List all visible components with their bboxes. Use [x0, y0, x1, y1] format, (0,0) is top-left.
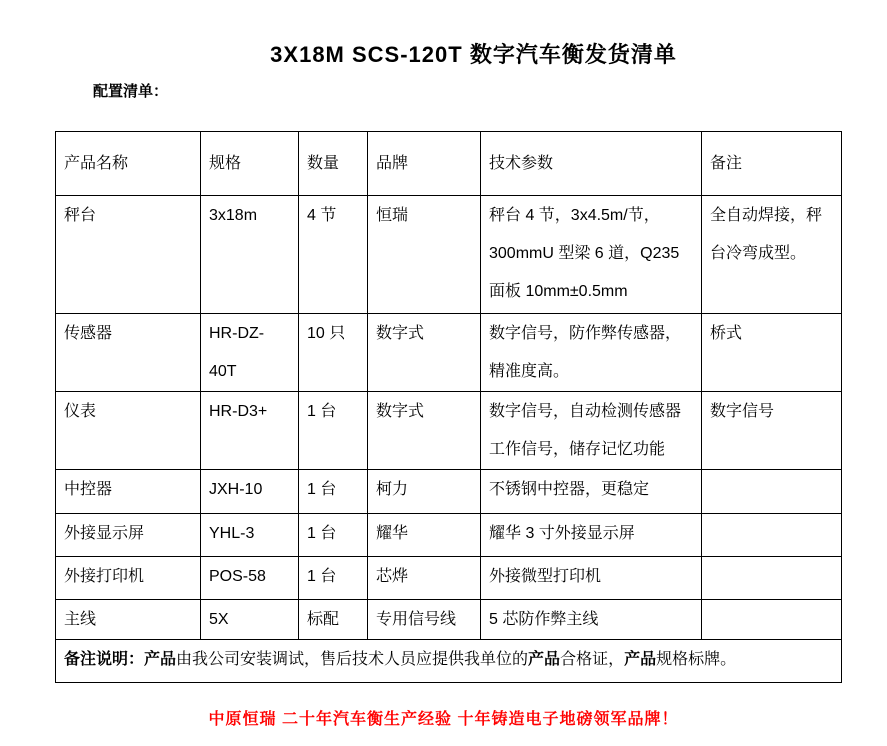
cell-brand: 数字式 [368, 314, 481, 392]
table-row [56, 392, 842, 470]
cell-tech-params: 5 芯防作弊主线 [481, 600, 702, 640]
header-tech-params: 技术参数 [481, 132, 702, 196]
cell-remark [702, 600, 842, 640]
cell-remark: 全自动焊接，秤台冷弯成型。 [702, 196, 842, 314]
cell-spec: JXH-10 [201, 470, 299, 514]
cell-tech-params: 不锈钢中控器，更稳定 [481, 470, 702, 514]
cell-spec: HR-DZ-40T [201, 314, 299, 392]
cell-tech-params: 耀华 3 寸外接显示屏 [481, 514, 702, 557]
notes-segment: 产品 [528, 651, 561, 668]
table-row [56, 600, 842, 640]
cell-tech-params: 秤台 4 节，3x4.5m/节，300mmU 型梁 6 道，Q235 面板 10mm±0.5mm [481, 196, 702, 314]
cell-product-name: 外接打印机 [56, 557, 201, 600]
delivery-spec-table [55, 131, 842, 683]
header-spec: 规格 [201, 132, 299, 196]
cell-remark [702, 470, 842, 514]
header-remark: 备注 [702, 132, 842, 196]
table-row [56, 514, 842, 557]
notes-segment: 备注说明： [64, 651, 145, 668]
cell-brand: 专用信号线 [368, 600, 481, 640]
notes-cell [56, 640, 842, 683]
cell-product-name: 中控器 [56, 470, 201, 514]
cell-remark [702, 514, 842, 557]
brand-slogan: 中原恒瑞 二十年汽车衡生产经验 十年铸造电子地磅领军品牌！ [208, 711, 679, 728]
header-qty: 数量 [299, 132, 368, 196]
cell-brand: 芯烨 [368, 557, 481, 600]
notes-segment: 合格证， [560, 651, 625, 668]
cell-spec: HR-D3+ [201, 392, 299, 470]
cell-spec: 5X [201, 600, 299, 640]
cell-product-name: 仪表 [56, 392, 201, 470]
table-header-row [56, 132, 842, 196]
cell-product-name: 主线 [56, 600, 201, 640]
header-brand: 品牌 [368, 132, 481, 196]
document-title: 3X18M SCS-120T 数字汽车衡发货清单 [270, 42, 677, 67]
cell-spec: 3x18m [201, 196, 299, 314]
cell-qty: 1 台 [299, 514, 368, 557]
cell-brand: 柯力 [368, 470, 481, 514]
cell-brand: 恒瑞 [368, 196, 481, 314]
cell-product-name: 外接显示屏 [56, 514, 201, 557]
cell-qty: 标配 [299, 600, 368, 640]
cell-qty: 4 节 [299, 196, 368, 314]
cell-product-name: 秤台 [56, 196, 201, 314]
cell-tech-params: 数字信号，自动检测传感器工作信号，储存记忆功能 [481, 392, 702, 470]
notes-segment: 由我公司安装调试，售后技术人员应提供我单位的 [176, 651, 529, 668]
cell-brand: 数字式 [368, 392, 481, 470]
cell-remark: 数字信号 [702, 392, 842, 470]
config-list-label: 配置清单： [93, 83, 169, 100]
cell-qty: 10 只 [299, 314, 368, 392]
cell-tech-params: 数字信号，防作弊传感器，精准度高。 [481, 314, 702, 392]
table-row [56, 314, 842, 392]
cell-spec: POS-58 [201, 557, 299, 600]
table-row [56, 470, 842, 514]
cell-brand: 耀华 [368, 514, 481, 557]
notes-segment: 产品 [624, 651, 657, 668]
table-row [56, 557, 842, 600]
cell-qty: 1 台 [299, 392, 368, 470]
header-product-name: 产品名称 [56, 132, 201, 196]
table-notes-row [56, 640, 842, 683]
cell-remark [702, 557, 842, 600]
notes-segment: 产品 [144, 651, 177, 668]
cell-qty: 1 台 [299, 557, 368, 600]
cell-tech-params: 外接微型打印机 [481, 557, 702, 600]
table-row [56, 196, 842, 314]
cell-qty: 1 台 [299, 470, 368, 514]
cell-spec: YHL-3 [201, 514, 299, 557]
cell-product-name: 传感器 [56, 314, 201, 392]
notes-segment: 规格标牌。 [656, 651, 737, 668]
cell-remark: 桥式 [702, 314, 842, 392]
